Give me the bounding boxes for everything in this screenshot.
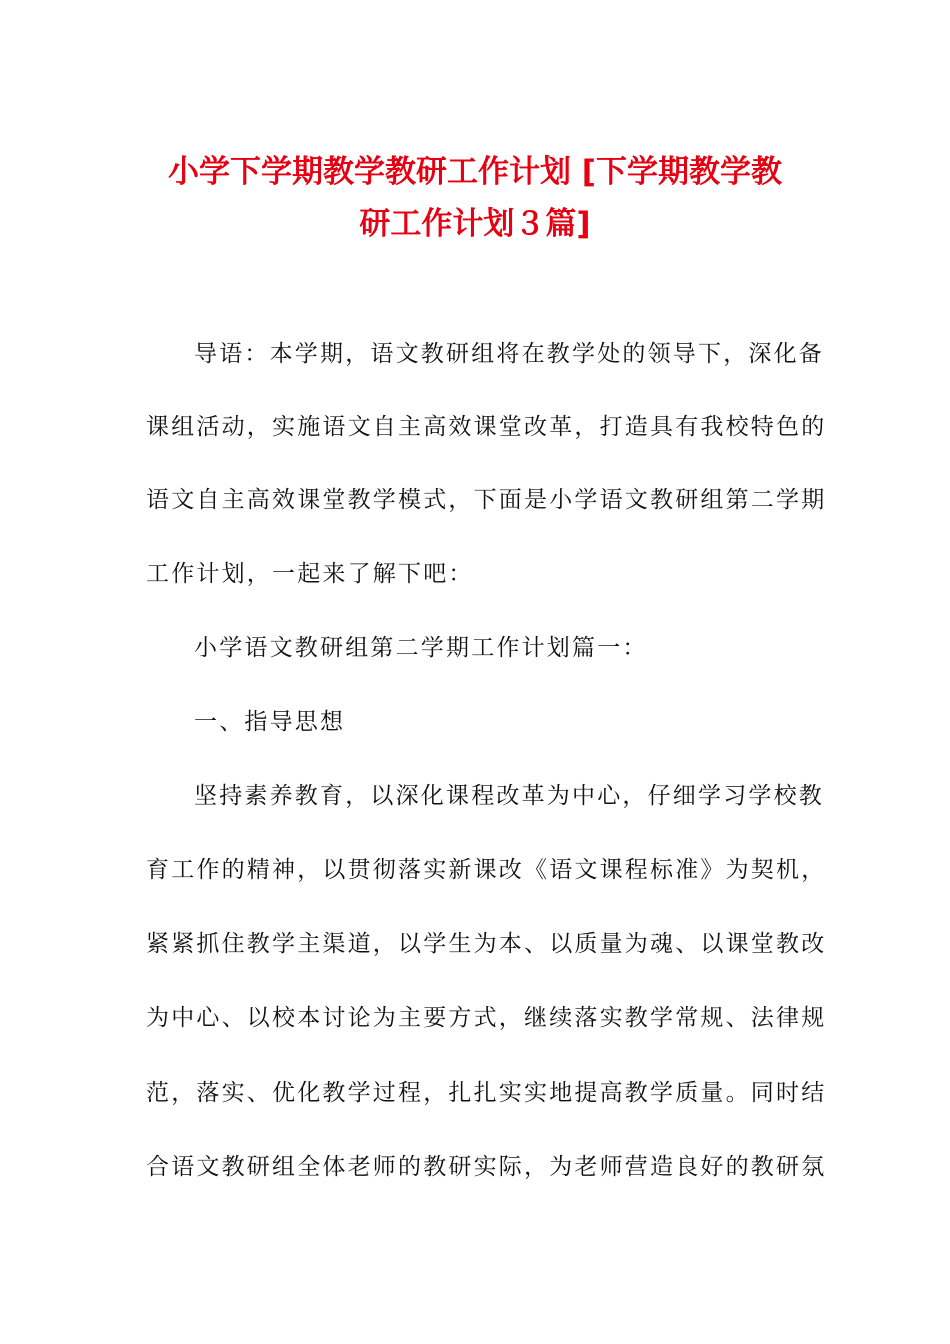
body-line: 育工作的精神，以贯彻落实新课改《语文课程标准》为契机， <box>146 857 827 883</box>
document-title-line-2: 研工作计划３篇] <box>359 206 591 242</box>
body-line: 范，落实、优化教学过程，扎扎实实地提高教学质量。同时结 <box>146 1080 827 1106</box>
section-heading: 小学语文教研组第二学期工作计划篇一： <box>194 635 648 661</box>
body-line: 为中心、以校本讨论为主要方式，继续落实教学常规、法律规 <box>146 1005 827 1031</box>
body-line: 坚持素养教育，以深化课程改革为中心，仔细学习学校教 <box>194 783 824 809</box>
document-title-line-1: 小学下学期教学教研工作计划 [下学期教学教 <box>168 154 782 190</box>
body-line: 紧紧抓住教学主渠道，以学生为本、以质量为魂、以课堂教改 <box>146 931 827 957</box>
body-line: 导语：本学期，语文教研组将在教学处的领导下，深化备 <box>194 341 824 367</box>
subsection-heading: 一、指导思想 <box>194 709 346 735</box>
body-line: 工作计划，一起来了解下吧： <box>146 561 474 587</box>
body-line: 合语文教研组全体老师的教研实际，为老师营造良好的教研氛 <box>146 1154 827 1180</box>
body-line: 课组活动，实施语文自主高效课堂改革，打造具有我校特色的 <box>146 414 827 440</box>
body-line: 语文自主高效课堂教学模式，下面是小学语文教研组第二学期 <box>146 487 827 513</box>
